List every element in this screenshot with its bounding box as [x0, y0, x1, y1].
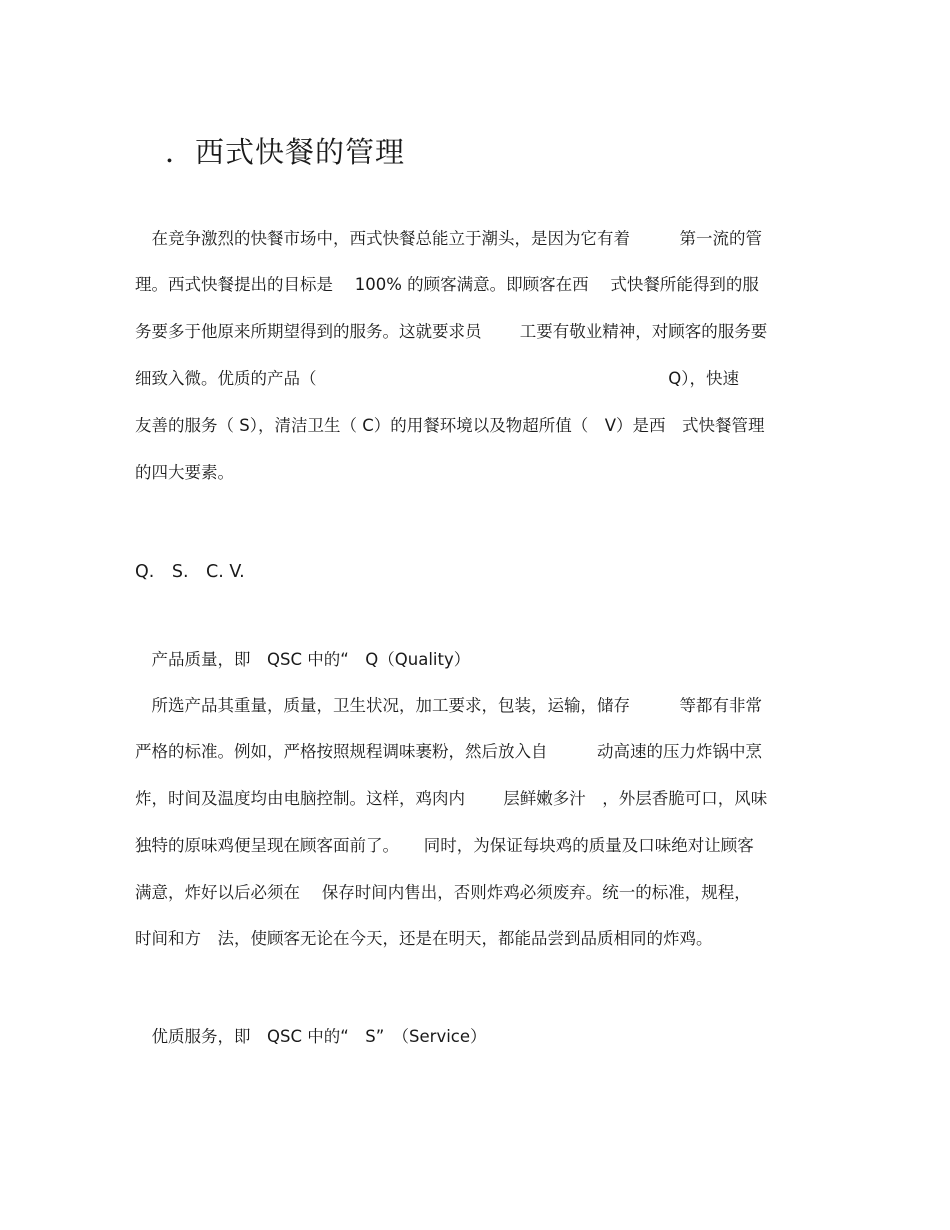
quality-line: 严格的标准。例如，严格按照规程调味裹粉，然后放入自 动高速的压力炸锅中烹: [135, 742, 762, 761]
intro-line: 友善的服务（ S），清洁卫生（ C）的用餐环境以及物超所值（ V）是西 式快餐管理: [135, 416, 765, 435]
service-heading: 优质服务，即 QSC 中的“ S” （Service）: [135, 1027, 487, 1046]
quality-line: 时间和方 法，使顾客无论在今天，还是在明天，都能品尝到品质相同的炸鸡。: [135, 929, 713, 948]
quality-line: 炸，时间及温度均由电脑控制。这样，鸡肉内 层鲜嫩多汁 ，外层香脆可口，风味: [135, 789, 768, 808]
quality-line: 满意，炸好以后必须在 保存时间内售出，否则炸鸡必须废弃。统一的标准，规程，: [135, 883, 751, 902]
document-title: ．西式快餐的管理: [165, 135, 406, 169]
intro-line: 细致入微。优质的产品（ Q），快速: [135, 369, 739, 388]
intro-line: 理。西式快餐提出的目标是 100% 的顾客满意。即顾客在西 式快餐所能得到的服: [135, 275, 759, 294]
quality-line: 所选产品其重量，质量，卫生状况，加工要求，包装，运输，储存 等都有非常: [135, 696, 762, 715]
intro-line: 务要多于他原来所期望得到的服务。这就要求员 工要有敬业精神，对顾客的服务要: [135, 322, 768, 341]
quality-line: 独特的原味鸡便呈现在顾客面前了。 同时，为保证每块鸡的质量及口味绝对让顾客: [135, 836, 754, 855]
intro-line: 在竞争激烈的快餐市场中，西式快餐总能立于潮头，是因为它有着 第一流的管: [135, 229, 762, 248]
quality-heading: 产品质量，即 QSC 中的“ Q（Quality）: [135, 650, 471, 669]
qscv-heading: Q. S. C. V.: [135, 562, 245, 582]
intro-line: 的四大要素。: [135, 463, 234, 482]
